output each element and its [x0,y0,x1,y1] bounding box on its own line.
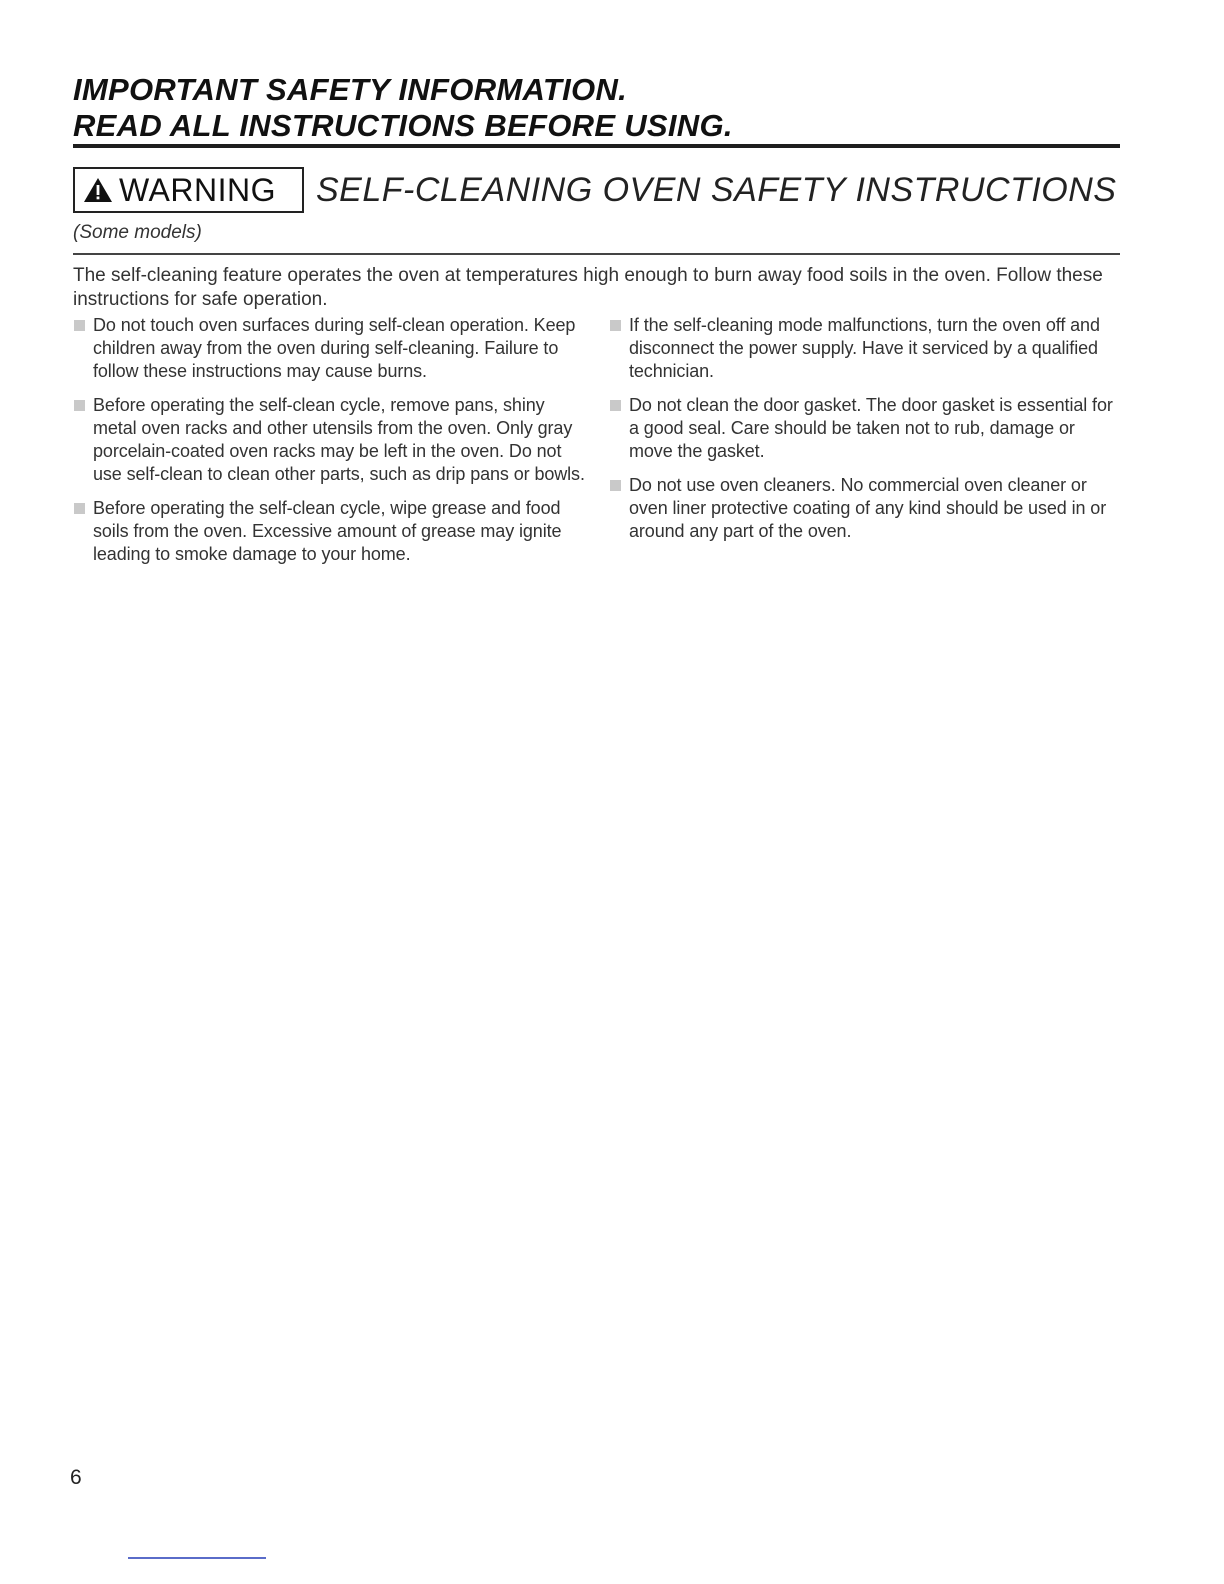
square-bullet-icon [610,400,621,411]
square-bullet-icon [74,503,85,514]
section-title: SELF-CLEANING OVEN SAFETY INSTRUCTIONS [315,170,1117,209]
bullet-text: Do not clean the door gasket. The door gasket is essential for a good seal. Care should be taken not to rub, damage or move the gasket. [629,395,1113,461]
warning-label: WARNING [119,171,276,208]
applies-to-note: (Some models) [73,222,202,243]
header-divider [73,144,1120,148]
bullet-text: Before operating the self-clean cycle, wipe grease and food soils from the oven. Excessive amount of grease may ignite leading to smoke damage to your home. [93,498,562,564]
page-header [73,72,1120,144]
page-number: 6 [70,1466,82,1489]
bullet-text: Do not use oven cleaners. No commercial oven cleaner or oven liner protective coating of any kind should be used in or around any part of the oven. [629,475,1107,541]
warning-badge [73,167,304,213]
bullet-item [73,497,585,566]
intro-paragraph: The self-cleaning feature operates the oven at temperatures high enough to burn away food soils in the oven. Follow these instructions for safe operation. [73,265,1103,310]
bullet-text: Before operating the self-clean cycle, remove pans, shiny metal oven racks and other utensils from the oven. Only gray porcelain-coated oven racks may be left in the oven. Do not use self-clean to clean other parts, such as drip pans or bowls. [93,395,585,484]
square-bullet-icon [610,480,621,491]
square-bullet-icon [74,320,85,331]
bullet-item [73,314,585,383]
header-title-line-2: READ ALL INSTRUCTIONS BEFORE USING. [73,108,733,143]
bullet-item [609,314,1121,383]
warning-row [73,164,1116,216]
header-title-line-1: IMPORTANT SAFETY INFORMATION. [73,72,628,107]
footer-underline [128,1557,266,1559]
square-bullet-icon [74,400,85,411]
left-column [73,314,585,577]
right-column [609,314,1121,554]
bullet-item [609,474,1121,543]
section-divider [73,253,1120,255]
warning-triangle-icon [83,176,113,204]
bullet-text: If the self-cleaning mode malfunctions, turn the oven off and disconnect the power supply. Have it serviced by a qualified technician. [629,315,1100,381]
bullet-item [609,394,1121,463]
bullet-text: Do not touch oven surfaces during self-clean operation. Keep children away from the oven during self-cleaning. Failure to follow these instructions may cause burns. [93,315,576,381]
bullet-item [73,394,585,486]
square-bullet-icon [610,320,621,331]
